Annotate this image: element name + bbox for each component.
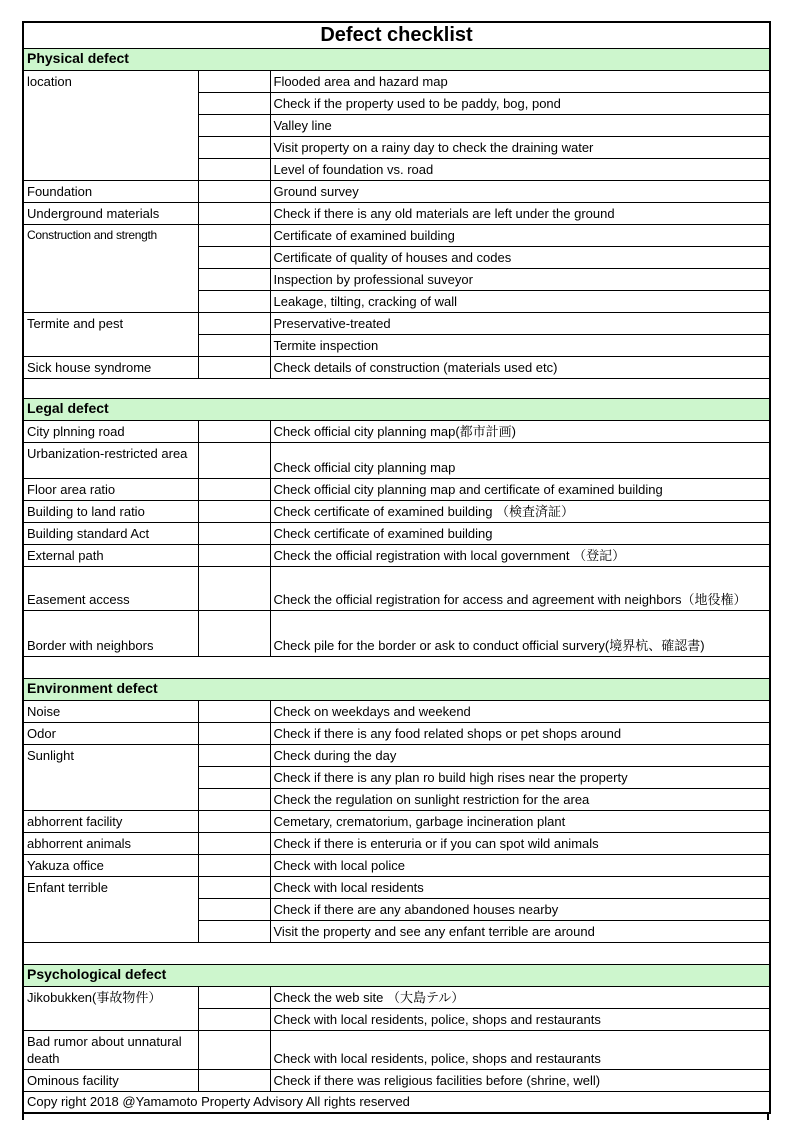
check-cell[interactable] — [198, 522, 270, 544]
table-row — [23, 610, 770, 656]
spacer-cell — [23, 378, 770, 398]
check-cell[interactable] — [198, 1069, 270, 1091]
check-cell[interactable] — [198, 202, 270, 224]
description-cell: Check if the property used to be paddy, bog, pond — [270, 92, 770, 114]
description-cell: Visit property on a rainy day to check the draining water — [270, 136, 770, 158]
category-cell: Bad rumor about unnatural death — [23, 1030, 198, 1069]
category-cell: Odor — [23, 722, 198, 744]
description-cell: Check with local residents — [270, 876, 770, 898]
spacer-cell — [23, 656, 770, 678]
category-cell: City plnning road — [23, 420, 198, 442]
check-cell[interactable] — [198, 566, 270, 610]
check-cell[interactable] — [198, 610, 270, 656]
category-cell: Floor area ratio — [23, 478, 198, 500]
description-cell: Termite inspection — [270, 334, 770, 356]
description-cell: Certificate of quality of houses and codes — [270, 246, 770, 268]
description-cell: Check if there was religious facilities before (shrine, well) — [270, 1069, 770, 1091]
category-cell: Sick house syndrome — [23, 356, 198, 378]
description-cell: Visit the property and see any enfant terrible are around — [270, 920, 770, 942]
table-row — [23, 744, 770, 766]
check-cell[interactable] — [198, 158, 270, 180]
category-cell: Construction and strength — [23, 224, 198, 312]
description-cell: Inspection by professional suveyor — [270, 268, 770, 290]
check-cell[interactable] — [198, 920, 270, 942]
table-row — [23, 420, 770, 442]
check-cell[interactable] — [198, 500, 270, 522]
description-cell: Check the official registration for access and agreement with neighbors（地役権） — [270, 566, 770, 610]
section-header-psychological: Psychological defect — [23, 964, 770, 986]
description-cell: Check with local residents, police, shops and restaurants — [270, 1008, 770, 1030]
table-row — [23, 70, 770, 92]
section-header-row — [23, 678, 770, 700]
check-cell[interactable] — [198, 334, 270, 356]
check-cell[interactable] — [198, 832, 270, 854]
table-row — [23, 810, 770, 832]
description-cell: Preservative-treated — [270, 312, 770, 334]
check-cell[interactable] — [198, 544, 270, 566]
footer-note: Copy right 2018 @Yamamoto Property Advisory All rights reserved — [23, 1091, 770, 1113]
check-cell[interactable] — [198, 986, 270, 1008]
check-cell[interactable] — [198, 876, 270, 898]
description-cell: Check during the day — [270, 744, 770, 766]
table-row — [23, 224, 770, 246]
description-cell: Certificate of examined building — [270, 224, 770, 246]
description-cell: Check pile for the border or ask to conduct official survery(境界杭、確認書) — [270, 610, 770, 656]
description-cell: Check official city planning map — [270, 442, 770, 478]
footer-row — [23, 1091, 770, 1113]
category-cell: Easement access — [23, 566, 198, 610]
table-row — [23, 986, 770, 1008]
table-row — [23, 832, 770, 854]
description-cell: Check official city planning map and certificate of examined building — [270, 478, 770, 500]
category-cell: Sunlight — [23, 744, 198, 810]
description-cell: Check with local residents, police, shops and restaurants — [270, 1030, 770, 1069]
table-row — [23, 544, 770, 566]
table-row — [23, 522, 770, 544]
category-cell: Urbanization-restricted area — [23, 442, 198, 478]
check-cell[interactable] — [198, 744, 270, 766]
table-row — [23, 722, 770, 744]
category-cell: Building standard Act — [23, 522, 198, 544]
spacer-row — [23, 378, 770, 398]
check-cell[interactable] — [198, 420, 270, 442]
table-row — [23, 312, 770, 334]
category-cell: Border with neighbors — [23, 610, 198, 656]
category-cell: Noise — [23, 700, 198, 722]
section-header-environment: Environment defect — [23, 678, 770, 700]
check-cell[interactable] — [198, 722, 270, 744]
check-cell[interactable] — [198, 224, 270, 246]
table-row — [23, 876, 770, 898]
description-cell: Check if there is any food related shops or pet shops around — [270, 722, 770, 744]
category-cell: External path — [23, 544, 198, 566]
spacer-row — [23, 656, 770, 678]
description-cell: Check if there is any old materials are left under the ground — [270, 202, 770, 224]
description-cell: Check certificate of examined building — [270, 522, 770, 544]
description-cell: Check the official registration with local government （登記） — [270, 544, 770, 566]
table-row — [23, 356, 770, 378]
category-cell: Enfant terrible — [23, 876, 198, 942]
check-cell[interactable] — [198, 114, 270, 136]
sheet-edge-stub — [22, 1114, 769, 1120]
check-cell[interactable] — [198, 136, 270, 158]
table-row — [23, 202, 770, 224]
description-cell: Valley line — [270, 114, 770, 136]
description-cell: Check certificate of examined building （検査済証） — [270, 500, 770, 522]
check-cell[interactable] — [198, 290, 270, 312]
check-cell[interactable] — [198, 478, 270, 500]
description-cell: Ground survey — [270, 180, 770, 202]
description-cell: Check if there is any plan ro build high rises near the property — [270, 766, 770, 788]
title-row — [23, 22, 770, 48]
check-cell[interactable] — [198, 810, 270, 832]
description-cell: Cemetary, crematorium, garbage incineration plant — [270, 810, 770, 832]
description-cell: Check details of construction (materials used etc) — [270, 356, 770, 378]
category-cell: Foundation — [23, 180, 198, 202]
check-cell[interactable] — [198, 92, 270, 114]
category-cell: Jikobukken(事故物件） — [23, 986, 198, 1030]
description-cell: Check with local police — [270, 854, 770, 876]
category-cell: Building to land ratio — [23, 500, 198, 522]
defect-checklist-table — [22, 21, 771, 1114]
description-cell: Check on weekdays and weekend — [270, 700, 770, 722]
check-cell[interactable] — [198, 700, 270, 722]
page-title: Defect checklist — [23, 22, 770, 48]
check-cell[interactable] — [198, 268, 270, 290]
section-header-legal: Legal defect — [23, 398, 770, 420]
check-cell[interactable] — [198, 70, 270, 92]
check-cell[interactable] — [198, 180, 270, 202]
spacer-cell — [23, 942, 770, 964]
description-cell: Level of foundation vs. road — [270, 158, 770, 180]
check-cell[interactable] — [198, 1030, 270, 1069]
category-cell: Underground materials — [23, 202, 198, 224]
description-cell: Check official city planning map(都市計画) — [270, 420, 770, 442]
category-cell: Ominous facility — [23, 1069, 198, 1091]
description-cell: Check if there are any abandoned houses nearby — [270, 898, 770, 920]
check-cell[interactable] — [198, 1008, 270, 1030]
description-cell: Check the regulation on sunlight restriction for the area — [270, 788, 770, 810]
table-row — [23, 566, 770, 610]
section-header-physical: Physical defect — [23, 48, 770, 70]
table-row — [23, 854, 770, 876]
category-cell: Yakuza office — [23, 854, 198, 876]
description-cell: Flooded area and hazard map — [270, 70, 770, 92]
category-cell: abhorrent facility — [23, 810, 198, 832]
check-cell[interactable] — [198, 442, 270, 478]
check-cell[interactable] — [198, 788, 270, 810]
section-header-row — [23, 398, 770, 420]
category-cell: location — [23, 70, 198, 180]
table-row — [23, 1069, 770, 1091]
table-row — [23, 700, 770, 722]
spacer-row — [23, 942, 770, 964]
check-cell[interactable] — [198, 854, 270, 876]
description-cell: Check if there is enteruria or if you can spot wild animals — [270, 832, 770, 854]
check-cell[interactable] — [198, 766, 270, 788]
checklist-sheet — [22, 21, 769, 1120]
section-header-row — [23, 964, 770, 986]
table-row — [23, 180, 770, 202]
check-cell[interactable] — [198, 898, 270, 920]
description-cell: Leakage, tilting, cracking of wall — [270, 290, 770, 312]
section-header-row — [23, 48, 770, 70]
table-row — [23, 1030, 770, 1069]
table-row — [23, 442, 770, 478]
description-cell: Check the web site （大島テル） — [270, 986, 770, 1008]
table-row — [23, 478, 770, 500]
category-cell: Termite and pest — [23, 312, 198, 356]
check-cell[interactable] — [198, 356, 270, 378]
category-cell: abhorrent animals — [23, 832, 198, 854]
check-cell[interactable] — [198, 246, 270, 268]
check-cell[interactable] — [198, 312, 270, 334]
table-row — [23, 500, 770, 522]
